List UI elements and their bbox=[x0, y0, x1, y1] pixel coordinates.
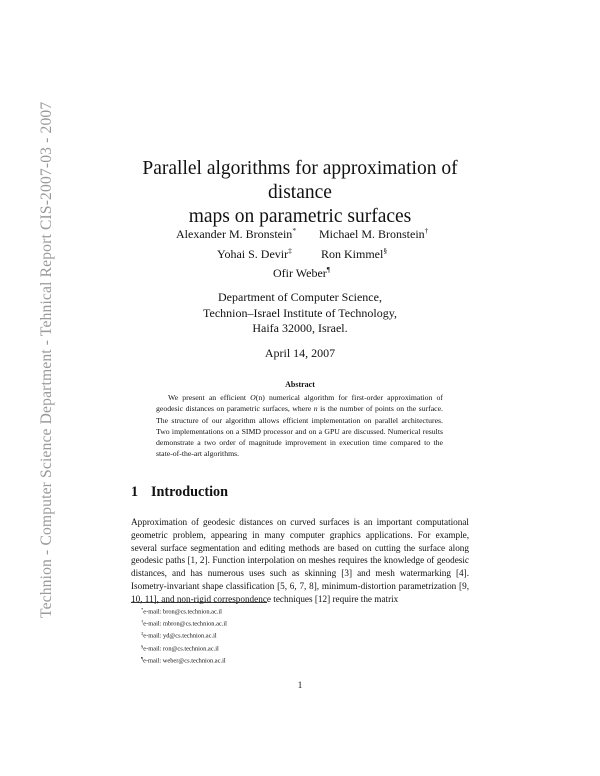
section-title: Introduction bbox=[151, 484, 228, 500]
author-name: Ron Kimmel bbox=[321, 247, 384, 261]
author-name: Alexander M. Bronstein bbox=[176, 227, 293, 241]
author-5 bbox=[273, 265, 330, 281]
abstract-text-2: numerical algorithm for first-order approximation of geodesic distances on parametric surfaces, where bbox=[156, 393, 443, 414]
footnote-text: e-mail: ron@cs.technion.ac.il bbox=[143, 645, 219, 653]
author-name: Ofir Weber bbox=[273, 266, 327, 280]
affiliation-line-3: Haifa 32000, Israel. bbox=[252, 321, 348, 335]
intro-text bbox=[131, 516, 469, 606]
author-mark: * bbox=[292, 226, 297, 235]
footnote-mark: § bbox=[141, 643, 144, 649]
footnote bbox=[141, 617, 227, 629]
affiliation-line-1: Department of Computer Science, bbox=[218, 290, 382, 304]
author-name: Yohai S. Devir bbox=[217, 247, 289, 261]
footnote-text: e-mail: yd@cs.technion.ac.il bbox=[143, 632, 217, 640]
affiliation bbox=[150, 290, 450, 337]
footnote bbox=[141, 642, 227, 654]
footnote-mark: † bbox=[141, 619, 144, 625]
section-number: 1 bbox=[131, 484, 139, 500]
footnote bbox=[141, 654, 227, 666]
author-2 bbox=[319, 226, 428, 242]
footnote-text: e-mail: mbron@cs.technion.ac.il bbox=[143, 620, 227, 628]
abstract-body bbox=[156, 392, 443, 460]
arxiv-side-stamp bbox=[38, 98, 56, 618]
author-mark: † bbox=[424, 226, 429, 235]
footnote bbox=[141, 605, 227, 617]
author-1 bbox=[176, 226, 296, 242]
footnote-rule bbox=[131, 602, 267, 603]
author-3 bbox=[217, 246, 292, 262]
paper-date: April 14, 2007 bbox=[264, 346, 336, 360]
footnote bbox=[141, 629, 227, 641]
abstract-text-3: is the number of points on the surface. The structure of our algorithm allows efficient implementation on parallel architectures. Two implementations on a SIMD processor and on a GPU are discussed. Numerical results demonstrate a two order of magnitude improvement in execution time compared to the state-of-the-art algorithms. bbox=[156, 404, 443, 459]
footnote-mark: ‡ bbox=[141, 631, 144, 637]
title-line-2: maps on parametric surfaces bbox=[188, 206, 412, 227]
n-variable: n bbox=[313, 404, 318, 414]
section-heading bbox=[131, 484, 228, 501]
page-number: 1 bbox=[297, 680, 303, 690]
author-name: Michael M. Bronstein bbox=[319, 227, 425, 241]
footnote-text: e-mail: weber@cs.technion.ac.il bbox=[143, 657, 226, 665]
title-line-1: Parallel algorithms for approximation of distance bbox=[142, 158, 458, 203]
side-stamp-text: Technion - Computer Science Department - Tehnical Report CIS-2007-03 - 2007 bbox=[38, 101, 55, 618]
author-4 bbox=[321, 246, 387, 262]
paper-title bbox=[120, 157, 480, 229]
author-mark: ¶ bbox=[326, 265, 331, 274]
footnote-mark: ¶ bbox=[141, 655, 144, 661]
footnote-mark: * bbox=[141, 607, 144, 612]
affiliation-line-2: Technion–Israel Institute of Technology, bbox=[203, 305, 397, 320]
abstract-heading: Abstract bbox=[285, 380, 315, 389]
intro-paragraph: Approximation of geodesic distances on curved surfaces is an important computational geometric problem, appearing in many computer graphics applications. For example, several surface segmentation and editing methods are based on cutting the surface along geodesic paths [1, 2]. Function interpolation on meshes requires the knowledge of geodesic distances, and has numerous uses such as skinning [3] and mesh watermarking [4]. Isometry-invariant shape classification [5, 6, 7, 8], minimum-distortion parametrization [9, 10, 11], and non-rigid correspondence techniques [12] require the matrix bbox=[131, 517, 469, 604]
abstract-text-1: We present an efficient bbox=[168, 393, 251, 402]
big-o: O bbox=[250, 393, 256, 402]
author-mark: § bbox=[383, 246, 388, 255]
big-o-arg: (n) bbox=[255, 393, 265, 402]
footnote-text: e-mail: bron@cs.technion.ac.il bbox=[143, 608, 222, 616]
author-mark: ‡ bbox=[288, 246, 292, 255]
footnotes bbox=[141, 605, 227, 666]
